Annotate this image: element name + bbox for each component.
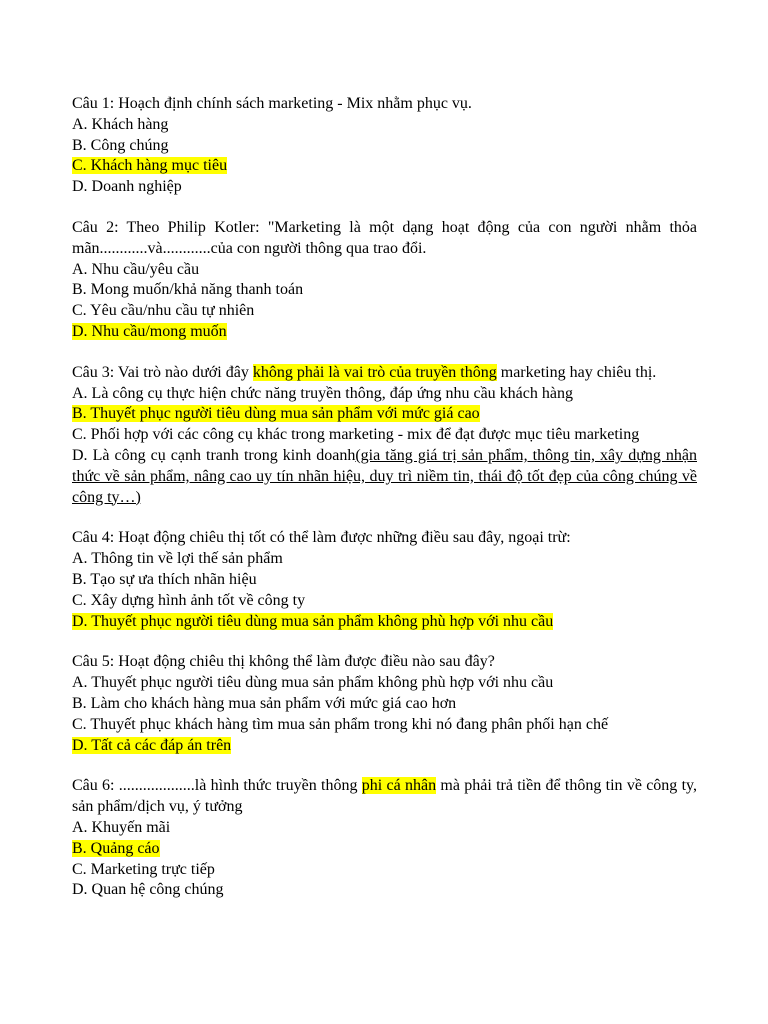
answer-highlight: D. Nhu cầu/mong muốn bbox=[72, 322, 227, 340]
question-1 bbox=[72, 94, 697, 198]
option-b: B. Công chúng bbox=[72, 136, 169, 154]
answer-highlight: B. Quảng cáo bbox=[72, 839, 160, 857]
option-a: A. Thông tin về lợi thế sản phẩm bbox=[72, 550, 283, 568]
option-d: D. Là công cụ cạnh tranh trong kinh doanh(gia tăng giá trị sản phẩm, thông tin, xây dựng nhận thức về sản phẩm, nâng cao uy tín nhãn hiệu, duy trì niềm tin, thái độ tốt đẹp của công chúng về công ty…) bbox=[72, 446, 697, 506]
keyword-highlight: phi cá nhân bbox=[361, 777, 437, 795]
option-c: C. Yêu cầu/nhu cầu tự nhiên bbox=[72, 302, 255, 320]
option-c-correct bbox=[72, 156, 697, 177]
keyword-highlight: không phải là vai trò của truyền thông bbox=[252, 363, 497, 381]
answer-highlight: C. Khách hàng mục tiêu bbox=[72, 157, 228, 175]
answer-highlight: D. Tất cả các đáp án trên bbox=[72, 736, 232, 754]
option-b: B. Làm cho khách hàng mua sản phẩm với mức giá cao hơn bbox=[72, 694, 457, 712]
question-6 bbox=[72, 776, 697, 901]
question-stem: Câu 5: Hoạt động chiêu thị không thể làm được điều nào sau đây? bbox=[72, 653, 495, 671]
option-c: C. Xây dựng hình ảnh tốt về công ty bbox=[72, 591, 306, 609]
question-3 bbox=[72, 363, 697, 509]
option-b-correct bbox=[72, 404, 697, 425]
option-c: C. Marketing trực tiếp bbox=[72, 860, 215, 878]
option-b: B. Tạo sự ưa thích nhãn hiệu bbox=[72, 570, 257, 588]
question-stem: Câu 3: Vai trò nào dưới đây không phải là vai trò của truyền thông marketing hay chiêu thị. bbox=[72, 363, 657, 381]
option-d-correct bbox=[72, 612, 697, 633]
quiz-document bbox=[72, 94, 697, 921]
underlined-explanation: (gia tăng giá trị sản phẩm, thông tin, xây dựng nhận thức về sản phẩm, nâng cao uy tín nhãn hiệu, duy trì niềm tin, thái độ tốt đẹp của công chúng về công ty…) bbox=[72, 446, 697, 506]
question-stem: Câu 2: Theo Philip Kotler: "Marketing là một dạng hoạt động của con người nhằm thỏa mãn............và............của con người thông qua trao đổi. bbox=[72, 218, 697, 257]
option-c: C. Thuyết phục khách hàng tìm mua sản phẩm trong khi nó đang phân phối hạn chế bbox=[72, 715, 609, 733]
option-d-correct bbox=[72, 736, 697, 757]
option-b: B. Mong muốn/khả năng thanh toán bbox=[72, 281, 304, 299]
option-c: C. Phối hợp với các công cụ khác trong marketing - mix để đạt được mục tiêu marketing bbox=[72, 426, 640, 444]
option-d: D. Doanh nghiệp bbox=[72, 178, 182, 196]
option-d: D. Quan hệ công chúng bbox=[72, 881, 224, 899]
answer-highlight: D. Thuyết phục người tiêu dùng mua sản phẩm không phù hợp với nhu cầu bbox=[72, 612, 554, 630]
question-5 bbox=[72, 652, 697, 756]
option-b-correct bbox=[72, 839, 697, 860]
question-stem: Câu 6: ...................là hình thức truyền thông phi cá nhân mà phải trả tiền để thông tin về công ty, sản phẩm/dịch vụ, ý tưởng bbox=[72, 777, 698, 816]
question-stem: Câu 4: Hoạt động chiêu thị tốt có thể làm được những điều sau đây, ngoại trừ: bbox=[72, 529, 571, 547]
option-a: A. Là công cụ thực hiện chức năng truyền thông, đáp ứng nhu cầu khách hàng bbox=[72, 384, 573, 402]
option-a: A. Nhu cầu/yêu cầu bbox=[72, 260, 200, 278]
question-stem: Câu 1: Hoạch định chính sách marketing - Mix nhằm phục vụ. bbox=[72, 95, 472, 112]
answer-highlight: B. Thuyết phục người tiêu dùng mua sản phẩm với mức giá cao bbox=[72, 405, 480, 423]
option-d-correct bbox=[72, 322, 697, 343]
question-2 bbox=[72, 218, 697, 343]
option-a: A. Khách hàng bbox=[72, 115, 169, 133]
option-a: A. Thuyết phục người tiêu dùng mua sản phẩm không phù hợp với nhu cầu bbox=[72, 674, 554, 692]
question-4 bbox=[72, 528, 697, 632]
option-a: A. Khuyến mãi bbox=[72, 818, 171, 836]
